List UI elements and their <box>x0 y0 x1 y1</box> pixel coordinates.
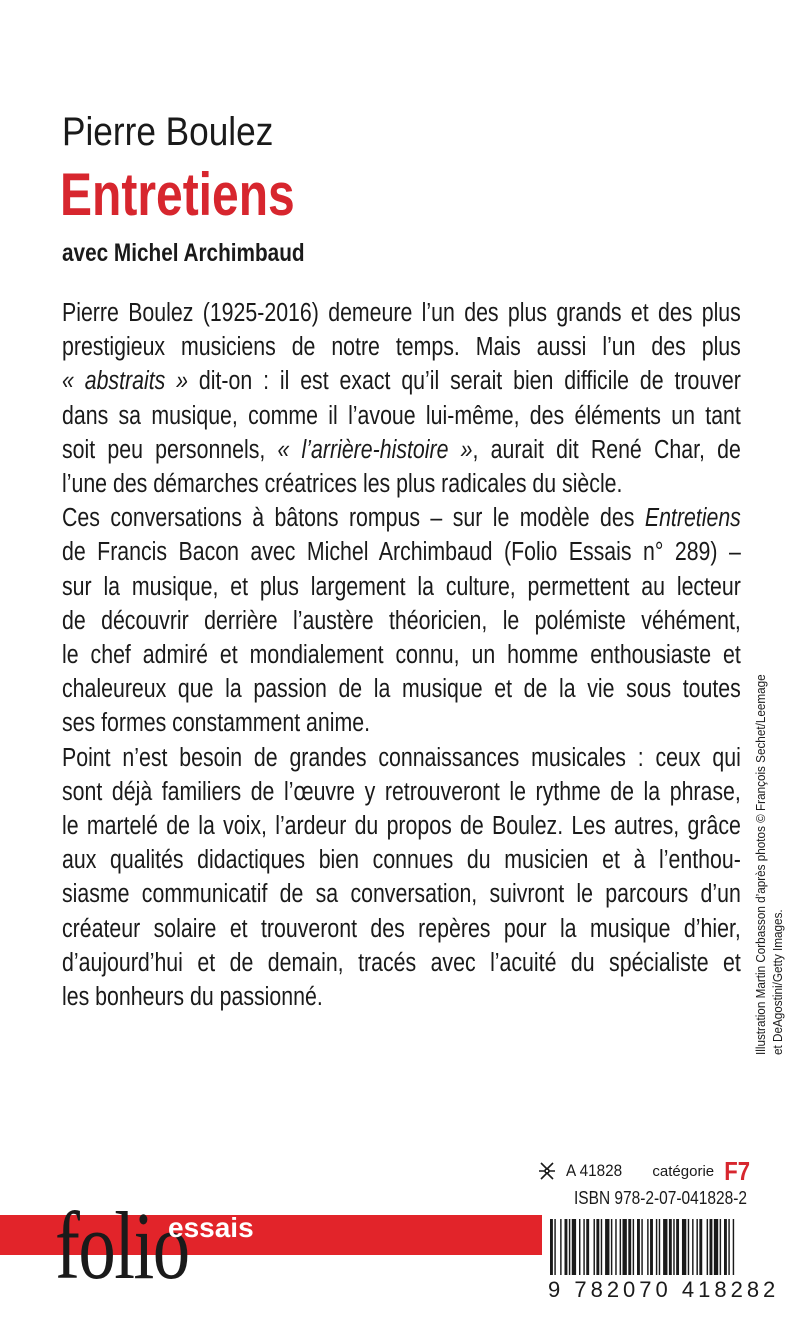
barcode-bar <box>623 1219 627 1275</box>
text-line <box>62 570 741 604</box>
line-text: Ces conversations à bâtons rompus – sur le modèle des <box>62 504 645 533</box>
barcode-bar <box>620 1219 621 1275</box>
line-text: l’une des démarches créatrices les plus radicales du siècle. <box>62 470 623 499</box>
barcode-bar <box>596 1219 599 1275</box>
book-subtitle: avec Michel Archimbaud <box>62 239 305 267</box>
barcode-bar <box>579 1219 580 1275</box>
barcode-bar <box>707 1219 708 1275</box>
paragraph-1 <box>62 296 741 501</box>
barcode-bar <box>560 1219 561 1275</box>
barcode-bar <box>696 1219 697 1275</box>
line-text: le martelé de la voix, l’ardeur du propos de Boulez. Les autres, grâce <box>62 812 741 841</box>
text-line <box>62 296 741 330</box>
line-text: siasme communicatif de sa conversation, suivront le parcours d’un <box>62 880 741 909</box>
barcode-bar <box>565 1219 568 1275</box>
line-text: Point n’est besoin de grandes connaissances musicales : ceux qui <box>62 743 741 772</box>
barcode-bar <box>641 1219 642 1275</box>
barcode <box>542 1215 800 1277</box>
photo-credit-line-2: et DeAgostini/Getty Images. <box>770 909 785 1055</box>
text-line <box>62 364 741 398</box>
photo-credit-line-1: Illustration Martin Corbasson d’après photos © François Sechet/Leemage <box>753 674 768 1055</box>
barcode-bar <box>663 1219 667 1275</box>
text-line <box>62 433 741 467</box>
barcode-bar <box>583 1219 584 1275</box>
barcode-bar <box>688 1219 689 1275</box>
text-line <box>62 946 741 980</box>
line-text: sur la musique, et plus largement la culture, permettent au lecteur <box>62 572 741 601</box>
text-line <box>62 877 741 911</box>
isbn-text: ISBN 978-2-07-041828-2 <box>574 1188 747 1208</box>
folio-logo: folio <box>55 1192 189 1299</box>
italic-text: « l’arrière-histoire » <box>277 435 473 464</box>
barcode-bar <box>673 1219 674 1275</box>
barcode-bar <box>656 1219 657 1275</box>
line-text: les bonheurs du passionné. <box>62 983 323 1012</box>
barcode-bar <box>692 1219 693 1275</box>
barcode-bar <box>714 1219 718 1275</box>
italic-text: « abstraits » <box>62 367 189 396</box>
line-text: de Francis Bacon avec Michel Archimbaud (Folio Essais n° 289) – <box>62 538 741 567</box>
barcode-bar <box>650 1219 653 1275</box>
line-text: soit peu personnels, <box>62 435 278 464</box>
barcode-bar <box>699 1219 702 1275</box>
author-name: Pierre Boulez <box>62 110 274 154</box>
barcode-bar <box>659 1219 660 1275</box>
line-text: ses formes constamment anime. <box>62 709 371 738</box>
barcode-bar <box>728 1219 729 1275</box>
paragraph-3 <box>62 741 741 1015</box>
line-text: prestigieux musiciens de notre temps. Mais aussi l’un des plus <box>62 333 741 362</box>
line-text: Pierre Boulez (1925-2016) demeure l’un des plus grands et des plus <box>62 299 741 327</box>
text-line <box>62 330 741 364</box>
barcode-bar <box>611 1219 612 1275</box>
text-line <box>62 672 741 706</box>
back-cover-text <box>62 296 741 1014</box>
line-text: d’aujourd’hui et de demain, tracés avec l’acuité du spécialiste et <box>62 948 741 977</box>
line-text: créateur solaire et trouveront des repères pour la musique d’hier, <box>62 914 741 943</box>
barcode-bar <box>554 1219 555 1275</box>
category-label: catégorie <box>652 1162 715 1180</box>
catalog-row <box>536 1156 752 1186</box>
barcode-bar <box>733 1219 734 1275</box>
barcode-bar <box>637 1219 640 1275</box>
text-line <box>62 809 741 843</box>
barcode-bar <box>682 1219 686 1275</box>
line-text: sont déjà familiers de l’œuvre y retrouveront le rythme de la phrase, <box>62 777 741 806</box>
line-text: , aurait dit René Char, de <box>472 435 741 464</box>
paragraph-2 <box>62 501 741 740</box>
line-text: dans sa musique, comme il l’avoue lui-même, des éléments un tant <box>62 401 741 430</box>
text-line <box>62 604 741 638</box>
essais-label: essais <box>168 1212 254 1243</box>
line-text: le chef admiré et mondialement connu, un homme enthousiaste et <box>62 641 741 670</box>
barcode-bar <box>586 1219 589 1275</box>
line-text: dit-on : il est exact qu’il serait bien difficile de trouver <box>188 367 741 396</box>
barcode-bar <box>601 1219 602 1275</box>
text-line <box>62 843 741 877</box>
barcode-bar <box>710 1219 713 1275</box>
text-line <box>62 638 741 672</box>
italic-text: Entretiens <box>644 504 741 533</box>
text-line <box>62 535 741 569</box>
text-line <box>62 467 741 501</box>
barcode-bar <box>550 1219 553 1275</box>
barcode-bar <box>676 1219 679 1275</box>
barcode-bar <box>628 1219 631 1275</box>
barcode-bar <box>605 1219 609 1275</box>
barcode-bar <box>633 1219 634 1275</box>
barcode-bar <box>572 1219 576 1275</box>
barcode-bar <box>669 1219 672 1275</box>
photo-credit <box>752 555 786 1055</box>
gallimard-logo-icon <box>536 1160 558 1182</box>
barcode-bar <box>594 1219 595 1275</box>
line-text: chaleureux que la passion de la musique et de la vie sous toutes <box>62 675 741 704</box>
text-line <box>62 775 741 809</box>
catalog-code: A 41828 <box>566 1161 623 1180</box>
text-line <box>62 706 741 740</box>
line-text: de découvrir derrière l’austère théoricien, le polémiste véhément, <box>62 606 741 635</box>
barcode-bar <box>569 1219 570 1275</box>
barcode-bar <box>724 1219 727 1275</box>
barcode-bar <box>615 1219 616 1275</box>
text-line <box>62 399 741 433</box>
line-text: aux qualités didactiques bien connues du musicien et à l’enthou- <box>62 846 741 875</box>
text-line <box>62 501 741 535</box>
text-line <box>62 980 741 1014</box>
text-line <box>62 912 741 946</box>
barcode-bar <box>720 1219 721 1275</box>
book-title: Entretiens <box>60 161 295 228</box>
barcode-digits: 9 782070 418282 <box>548 1277 780 1302</box>
text-line <box>62 741 741 775</box>
barcode-bar <box>647 1219 648 1275</box>
category-value: F7 <box>724 1155 751 1186</box>
